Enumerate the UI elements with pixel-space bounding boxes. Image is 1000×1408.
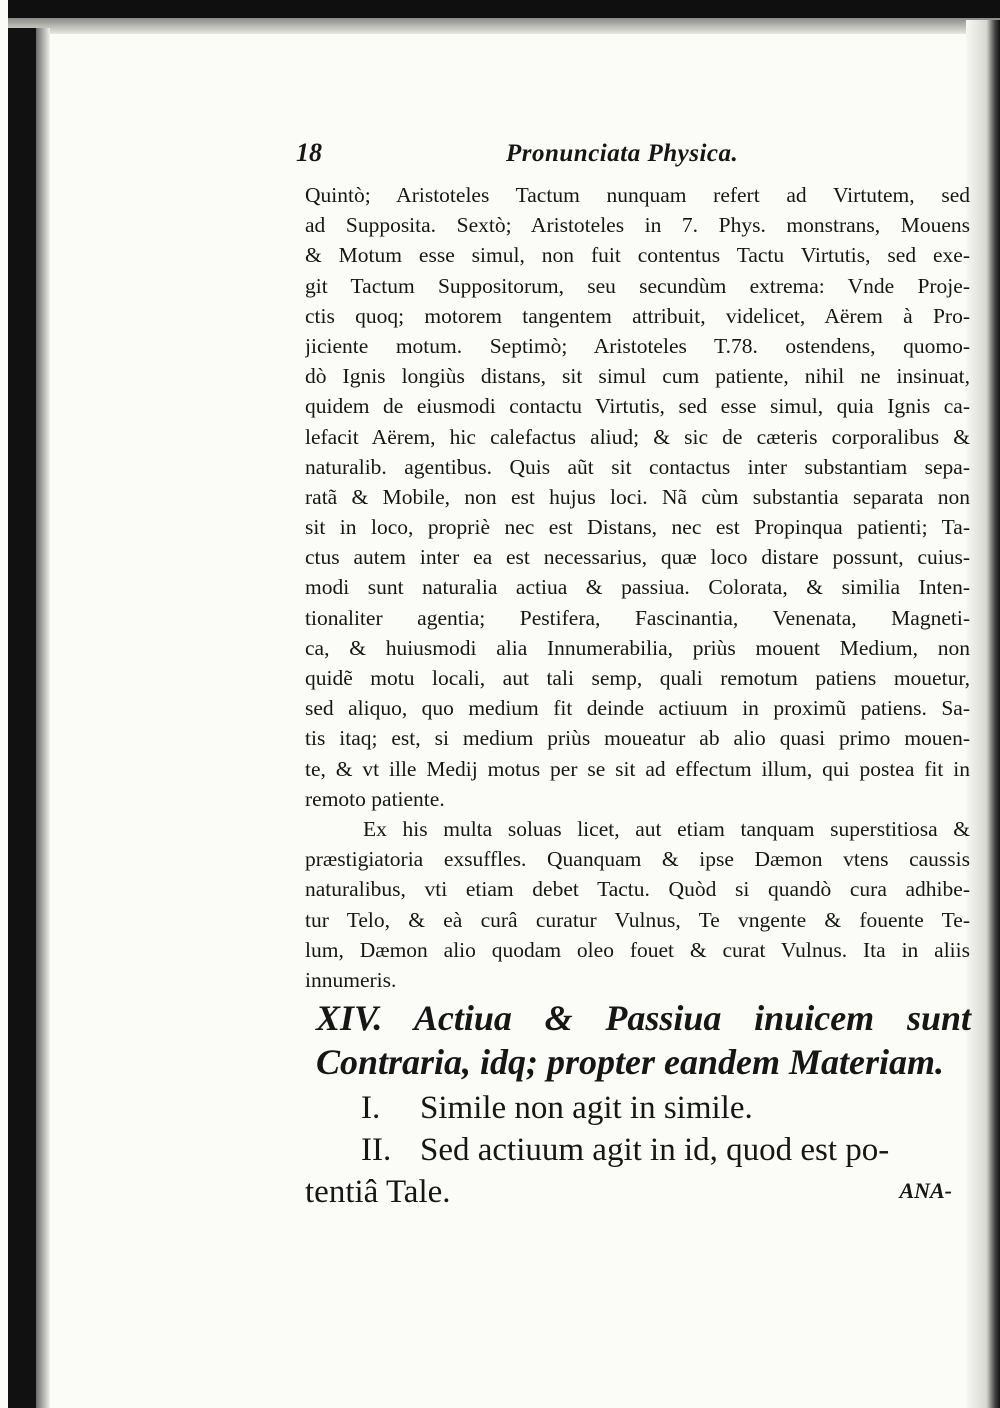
text-line: remoto patiente. bbox=[305, 786, 445, 811]
catchword: ANA- bbox=[899, 1178, 952, 1203]
text-line: tis itaq; est, si medium priùs moueatur ab alio quasi primo mouen- bbox=[305, 726, 970, 751]
binding-edge bbox=[8, 28, 36, 1408]
text-line: naturalib. agentibus. Quis aũt sit contactus inter substantiam sepa- bbox=[305, 454, 970, 479]
text-line: quidem de eiusmodi contactu Virtutis, sed esse simul, quia Ignis ca- bbox=[305, 394, 970, 419]
numbered-item bbox=[305, 1088, 970, 1128]
text-line: quidẽ motu locali, aut tali semp, quali remotum patiens mouetur, bbox=[305, 666, 970, 690]
section-heading-line: XIV. Actiua & Passiua inuicem sunt bbox=[316, 998, 971, 1038]
text-line: Quintò; Aristoteles Tactum nunquam refert ad Virtutem, sed bbox=[305, 183, 970, 207]
text-line: ratã & Mobile, non est hujus loci. Nã cùm substantia separata non bbox=[305, 484, 970, 509]
item-number: I. bbox=[361, 1090, 381, 1126]
text-line: ca, & huiusmodi alia Innumerabilia, priùs mouent Medium, non bbox=[305, 635, 970, 660]
text-line: Ex his multa soluas licet, aut etiam tanquam superstitiosa & bbox=[363, 816, 970, 841]
text-line: jiciente motum. Septimò; Aristoteles T.78. ostendens, quomo- bbox=[305, 333, 970, 358]
section-heading-line: Contraria, idq; propter eandem Materiam. bbox=[316, 1042, 945, 1082]
item-number: II. bbox=[361, 1132, 392, 1168]
section-heading bbox=[316, 996, 971, 1084]
text-line: ctus autem inter ea est necessarius, quæ loco distare possunt, cuius- bbox=[305, 545, 970, 570]
page-right-edge bbox=[966, 20, 1000, 1408]
text-line: dò Ignis longiùs distans, sit simul cum patiente, nihil ne insinuat, bbox=[305, 364, 970, 389]
binding-shadow bbox=[36, 28, 50, 1408]
text-line: sed aliquo, quo medium fit deinde actiuum in proximũ patiens. Sa- bbox=[305, 696, 970, 721]
numbered-item bbox=[305, 1130, 970, 1170]
top-shadow-edge bbox=[8, 0, 1000, 34]
page-number: 18 bbox=[296, 138, 322, 167]
running-title: Pronunciata Physica. bbox=[506, 140, 739, 167]
item-text: Simile non agit in simile. bbox=[420, 1090, 753, 1126]
text-line: tur Telo, & eà curâ curatur Vulnus, Te vngente & fouente Te- bbox=[305, 907, 970, 932]
item-continuation: tentiâ Tale. bbox=[305, 1174, 451, 1210]
main-text-block bbox=[305, 180, 970, 995]
text-line: naturalibus, vti etiam debet Tactu. Quòd si quandò cura adhibe- bbox=[305, 877, 970, 902]
text-line: ctis quoq; motorem tangentem attribuit, videlicet, Aërem à Pro- bbox=[305, 303, 970, 328]
text-line: sit in loco, propriè nec est Distans, nec est Propinqua patienti; Ta- bbox=[305, 515, 970, 540]
text-line: tionaliter agentia; Pestifera, Fascinantia, Venenata, Magneti- bbox=[305, 605, 970, 630]
text-line: te, & vt ille Medij motus per se sit ad effectum illum, qui postea fit in bbox=[305, 756, 970, 781]
text-line: ad Supposita. Sextò; Aristoteles in 7. Phys. monstrans, Mouens bbox=[305, 213, 970, 238]
text-line: git Tactum Suppositorum, seu secundùm extrema: Vnde Proje- bbox=[305, 273, 970, 298]
text-line: innumeris. bbox=[305, 967, 397, 992]
text-line: modi sunt naturalia actiua & passiua. Colorata, & similia Inten- bbox=[305, 575, 970, 600]
text-line: & Motum esse simul, non fuit contentus Tactu Virtutis, sed exe- bbox=[305, 243, 970, 268]
text-line: lum, Dæmon alio quodam oleo fouet & curat Vulnus. Ita in aliis bbox=[305, 937, 970, 962]
page-header bbox=[296, 138, 966, 172]
item-text: Sed actiuum agit in id, quod est po- bbox=[420, 1132, 890, 1168]
text-line: lefacit Aërem, hic calefactus aliud; & sic de cæteris corporalibus & bbox=[305, 424, 970, 449]
text-line: præstigiatoria exsuffles. Quanquam & ipse Dæmon vtens caussis bbox=[305, 847, 970, 872]
